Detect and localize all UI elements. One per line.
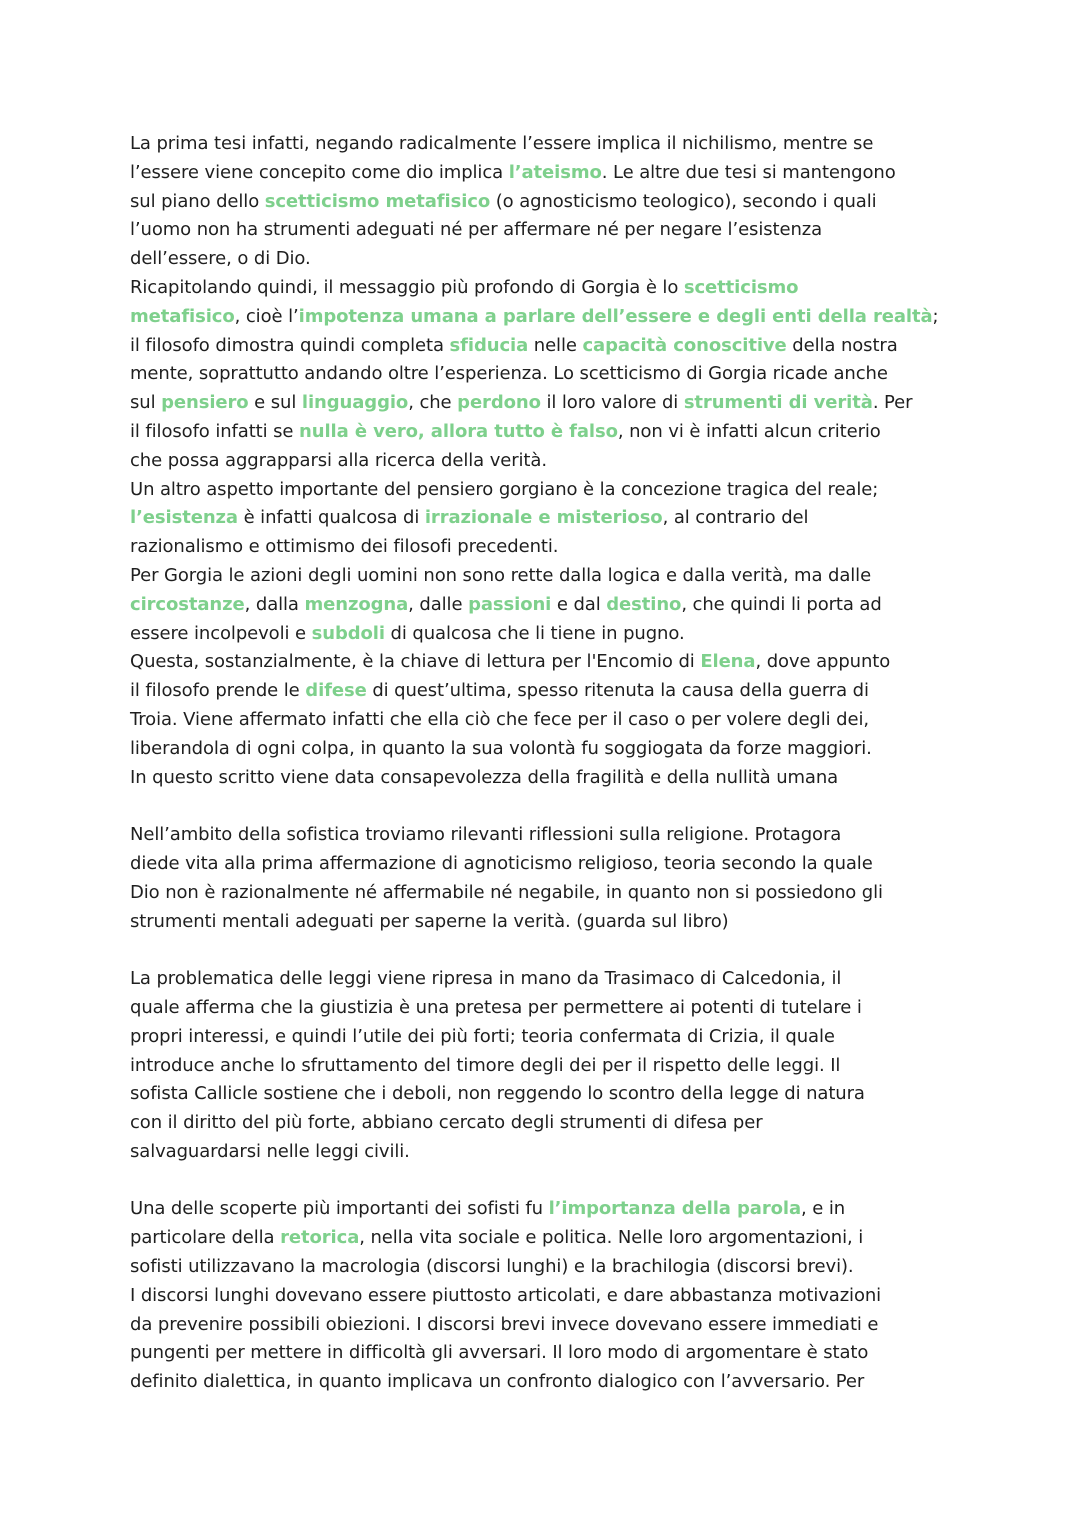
text-line	[130, 1109, 960, 1138]
text-run: e dal	[551, 593, 607, 615]
text-run: strumenti mentali adeguati per saperne la verità. (guarda sul libro)	[130, 910, 729, 932]
text-line	[130, 1138, 960, 1167]
text-run: razionalismo e ottimismo dei filosofi precedenti.	[130, 536, 559, 558]
highlighted-term: scetticismo	[683, 276, 799, 298]
text-run: salvaguardarsi nelle leggi civili.	[130, 1140, 410, 1162]
text-run: è infatti qualcosa di	[237, 507, 425, 529]
highlighted-term: Elena	[700, 651, 756, 673]
text-run: La prima tesi infatti, negando radicalmente l’essere implica il nichilismo, mentre se	[130, 133, 874, 154]
highlighted-term: passioni	[468, 593, 552, 615]
text-line	[130, 994, 960, 1023]
text-run: Nell’ambito della sofistica troviamo rilevanti riflessioni sulla religione. Protagora	[130, 824, 842, 846]
text-line	[130, 360, 960, 389]
text-run: . Per	[872, 392, 913, 414]
text-run: , e in	[801, 1198, 846, 1220]
text-run: definito dialettica, in quanto implicava un confronto dialogico con l’avversario. Per	[130, 1371, 865, 1393]
highlighted-term: pensiero	[161, 392, 249, 414]
text-run: sul	[130, 392, 162, 414]
text-line	[130, 245, 960, 274]
text-line	[130, 1339, 960, 1368]
text-line	[130, 504, 960, 533]
paragraph	[130, 1195, 960, 1397]
text-line	[130, 188, 960, 217]
text-line	[130, 130, 960, 159]
text-run: (o agnosticismo teologico), secondo i quali	[490, 190, 877, 212]
text-line	[130, 965, 960, 994]
text-run: Questa, sostanzialmente, è la chiave di lettura per l'Encomio di	[130, 651, 701, 673]
highlighted-term: l’importanza della parola	[548, 1198, 802, 1220]
text-run: Ricapitolando quindi, il messaggio più profondo di Gorgia è lo	[130, 276, 684, 298]
text-run: il filosofo prende le	[130, 680, 306, 702]
text-run: sul piano dello	[130, 190, 265, 212]
text-run: , cioè l’	[234, 305, 299, 327]
text-run: , dalla	[244, 593, 305, 615]
highlighted-term: subdoli	[311, 622, 385, 644]
text-run: l’uomo non ha strumenti adeguati né per affermare né per negare l’esistenza	[130, 219, 823, 241]
text-line	[130, 216, 960, 245]
text-line	[130, 908, 960, 937]
text-line	[130, 1368, 960, 1397]
text-run: ;	[932, 305, 939, 327]
text-run: l’essere viene concepito come dio implica	[130, 161, 509, 183]
highlighted-term: l’ateismo	[508, 161, 602, 183]
text-run: e sul	[248, 392, 302, 414]
highlighted-term: difese	[305, 680, 367, 702]
paragraph-gap	[130, 936, 960, 965]
text-run: introduce anche lo sfruttamento del timore degli dei per il rispetto delle leggi. Il	[130, 1054, 841, 1076]
text-run: sofisti utilizzavano la macrologia (discorsi lunghi) e la brachilogia (discorsi brevi).	[130, 1256, 854, 1278]
text-line	[130, 648, 960, 677]
text-line	[130, 1282, 960, 1311]
text-run: Per Gorgia le azioni degli uomini non sono rette dalla logica e dalla verità, ma dalle	[130, 564, 872, 586]
highlighted-term: menzogna	[304, 593, 409, 615]
highlighted-term: capacità conoscitive	[582, 334, 787, 356]
text-run: Una delle scoperte più importanti dei sofisti fu	[130, 1198, 549, 1220]
text-run: Troia. Viene affermato infatti che ella ciò che fece per il caso o per volere degli dei,	[130, 708, 869, 730]
text-run: il loro valore di	[540, 392, 684, 414]
text-run: , dalle	[408, 593, 469, 615]
text-line	[130, 735, 960, 764]
text-run: della nostra	[786, 334, 898, 356]
text-run: sofista Callicle sostiene che i deboli, non reggendo lo scontro della legge di natura	[130, 1083, 865, 1105]
highlighted-term: strumenti di verità	[683, 392, 873, 414]
text-run: , che quindi li porta ad	[681, 593, 882, 615]
text-line	[130, 1052, 960, 1081]
text-line	[130, 850, 960, 879]
text-run: da prevenire possibili obiezioni. I discorsi brevi invece dovevano essere immediati e	[130, 1313, 879, 1335]
text-line	[130, 879, 960, 908]
highlighted-term: sfiducia	[449, 334, 529, 356]
text-line	[130, 821, 960, 850]
text-line	[130, 332, 960, 361]
text-run: mente, soprattutto andando oltre l’esperienza. Lo scetticismo di Gorgia ricade anche	[130, 363, 888, 385]
text-run: I discorsi lunghi dovevano essere piuttosto articolati, e dare abbastanza motivazioni	[130, 1284, 882, 1306]
document-page	[130, 130, 960, 1397]
text-run: , non vi è infatti alcun criterio	[617, 420, 881, 442]
highlighted-term: nulla è vero, allora tutto è falso	[299, 420, 618, 442]
text-line	[130, 447, 960, 476]
text-line	[130, 1195, 960, 1224]
text-run: che possa aggrapparsi alla ricerca della verità.	[130, 449, 547, 471]
text-run: diede vita alla prima affermazione di agnoticismo religioso, teoria secondo la quale	[130, 852, 873, 874]
text-run: quale afferma che la giustizia è una pretesa per permettere ai potenti di tutelare i	[130, 996, 862, 1018]
text-run: pungenti per mettere in difficoltà gli avversari. Il loro modo di argomentare è stato	[130, 1342, 869, 1364]
highlighted-term: destino	[606, 593, 682, 615]
text-run: Un altro aspetto importante del pensiero gorgiano è la concezione tragica del reale;	[130, 478, 879, 500]
paragraph	[130, 821, 960, 936]
text-line	[130, 562, 960, 591]
highlighted-term: scetticismo metafisico	[264, 190, 491, 212]
text-line	[130, 1224, 960, 1253]
paragraph-gap	[130, 792, 960, 821]
text-run: liberandola di ogni colpa, in quanto la sua volontà fu soggiogata da forze maggiori.	[130, 737, 872, 759]
highlighted-term: impotenza umana a parlare dell’essere e degli enti della realtà	[298, 305, 933, 327]
text-run: il filosofo dimostra quindi completa	[130, 334, 450, 356]
text-line	[130, 1253, 960, 1282]
text-line	[130, 764, 960, 793]
text-run: propri interessi, e quindi l’utile dei più forti; teoria confermata di Crizia, il quale	[130, 1025, 835, 1047]
text-line	[130, 389, 960, 418]
highlighted-term: l’esistenza	[130, 507, 238, 529]
text-run: nelle	[528, 334, 583, 356]
text-run: di qualcosa che li tiene in pugno.	[384, 622, 685, 644]
text-run: dell’essere, o di Dio.	[130, 248, 311, 270]
text-run: particolare della	[130, 1227, 281, 1249]
highlighted-term: retorica	[280, 1227, 360, 1249]
highlighted-term: perdono	[457, 392, 541, 414]
text-run: In questo scritto viene data consapevolezza della fragilità e della nullità umana	[130, 766, 839, 788]
text-run: essere incolpevoli e	[130, 622, 312, 644]
text-line	[130, 1080, 960, 1109]
text-line	[130, 274, 960, 303]
highlighted-term: irrazionale e misterioso	[424, 507, 663, 529]
text-line	[130, 706, 960, 735]
text-run: Dio non è razionalmente né affermabile né negabile, in quanto non si possiedono gli	[130, 881, 883, 903]
text-run: . Le altre due tesi si mantengono	[601, 161, 896, 183]
text-run: il filosofo infatti se	[130, 420, 300, 442]
text-line	[130, 1023, 960, 1052]
paragraph	[130, 130, 960, 792]
text-line	[130, 677, 960, 706]
text-line	[130, 418, 960, 447]
highlighted-term: metafisico	[130, 305, 235, 327]
text-run: , che	[408, 392, 458, 414]
text-run: di quest’ultima, spesso ritenuta la causa della guerra di	[366, 680, 869, 702]
text-line	[130, 591, 960, 620]
paragraph	[130, 965, 960, 1167]
text-run: , al contrario del	[662, 507, 809, 529]
text-run: , nella vita sociale e politica. Nelle loro argomentazioni, i	[359, 1227, 864, 1249]
text-run: , dove appunto	[755, 651, 891, 673]
text-line	[130, 303, 960, 332]
highlighted-term: circostanze	[130, 593, 245, 615]
text-line	[130, 1311, 960, 1340]
text-run: con il diritto del più forte, abbiano cercato degli strumenti di difesa per	[130, 1112, 763, 1134]
text-line	[130, 620, 960, 649]
text-line	[130, 159, 960, 188]
text-run: La problematica delle leggi viene ripresa in mano da Trasimaco di Calcedonia, il	[130, 968, 842, 990]
text-line	[130, 533, 960, 562]
highlighted-term: linguaggio	[301, 392, 409, 414]
paragraph-gap	[130, 1167, 960, 1196]
text-line	[130, 476, 960, 505]
